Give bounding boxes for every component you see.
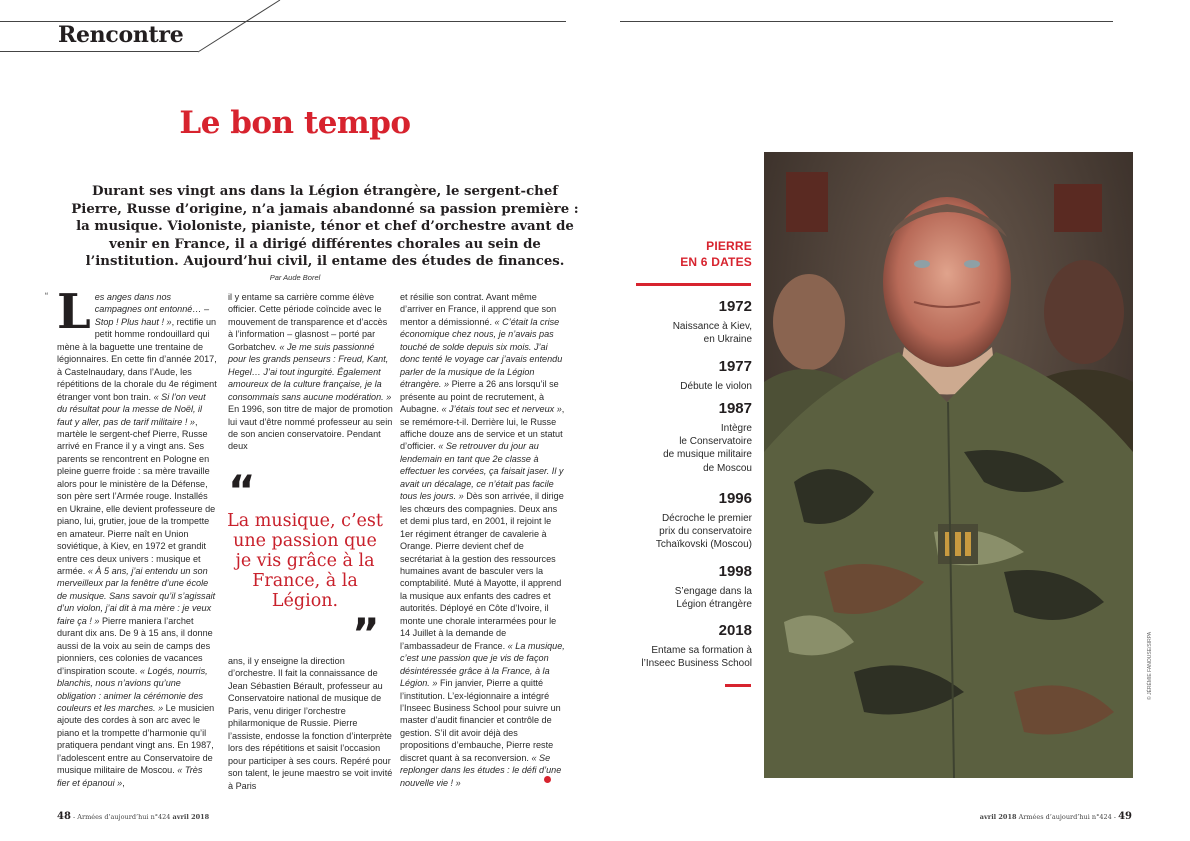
timeline-desc: Entame sa formation à bbox=[651, 645, 752, 656]
text-run: Pierre maniera l’archet durant dix ans. De 9 à 15 ans, il donne aussi de la voix au sein de camps des pionniers, ces colonies de vacances d’inspiration scoute. bbox=[57, 615, 213, 676]
timeline-entry bbox=[602, 358, 752, 393]
folio-left bbox=[57, 811, 209, 823]
magazine-name: Armées d’aujourd’hui n°424 bbox=[77, 813, 173, 821]
header-rule-left-bottom bbox=[0, 51, 198, 52]
timeline-desc: Intègre bbox=[720, 423, 752, 434]
timeline-desc: Tchaïkovski (Moscou) bbox=[655, 539, 752, 551]
quote-run: « La musique, c’est une passion que je vis de façon désintéressée grâce à la France, à la Légion. » bbox=[400, 640, 565, 689]
body-column-2-bottom bbox=[228, 655, 393, 792]
pullquote-close-mark: ” bbox=[352, 617, 380, 651]
timeline-desc: de musique militaire bbox=[663, 449, 752, 461]
page-number-right: 49 bbox=[1118, 811, 1132, 822]
text-run: En 1996, son titre de major de promotion lui vaut d’être nommé professeur au sein de son ancien conservatoire. Pendant deux bbox=[228, 404, 393, 452]
timeline-desc: Légion étrangère bbox=[676, 599, 752, 611]
col1-text bbox=[57, 284, 217, 788]
section-label: Rencontre bbox=[58, 22, 184, 48]
text-run: Le musicien ajoute des cordes à son arc avec le piano et la trompette d’harmonie qu’il pratiquera pendant vingt ans. En 1987, l’adolescent entre au Conservatoire de musique militaire de Moscou. bbox=[57, 702, 215, 776]
drop-cap: L bbox=[57, 284, 91, 340]
quote-run: « Si l’on veut du résultat pour la messe de Noël, il faut y aller, pas de tarif militaire ! » bbox=[57, 391, 206, 427]
col2a-text bbox=[228, 291, 393, 453]
text-run: et résilie son contrat. Avant même d’arriver en France, il apprend que son mentor a démissionné. bbox=[400, 292, 557, 327]
article-byline: Par Aude Borel bbox=[269, 272, 321, 282]
col3-text bbox=[400, 291, 565, 789]
timeline-year: 1996 bbox=[718, 490, 752, 507]
text-run: ans, il y enseigne la direction d’orchestre. Il fait la connaissance de Jean Sébastien Bérault, professeur au Conservatoire national de musique de Paris, venu diriger l’orchestre philarmonique de Russie. Pierre l’assiste, endosse la fonction d’interprète lors des répétitions et saisit l’occasion pour participer à ses cours. Repéré pour son talent, le jeune maestro se voit invité à Paris bbox=[228, 656, 393, 791]
timeline-year: 1972 bbox=[718, 298, 752, 315]
sidebar-accent-rule bbox=[636, 283, 751, 286]
page-number-left: 48 bbox=[57, 811, 71, 822]
timeline-desc: le Conservatoire bbox=[679, 436, 752, 448]
quote-run: « J’étais tout sec et nerveux » bbox=[441, 404, 562, 415]
body-column-3 bbox=[400, 291, 565, 789]
folio-right bbox=[980, 811, 1132, 823]
issue-date: avril 2018 bbox=[979, 813, 1017, 821]
pullquote-open-mark: “ bbox=[228, 474, 256, 508]
text-run: Fin janvier, Pierre a quitté l’institution. L’ex-légionnaire a intégré l’Inseec Business School pour suivre un master d’audit financier et contrôle de gestion. S’il dit avoir déjà des propositions d’embauche, Pierre reste discret quant à sa reconversion. bbox=[400, 678, 561, 763]
timeline-year: 2018 bbox=[718, 622, 752, 639]
timeline-entry bbox=[602, 298, 752, 346]
text-run: , se remémore-t-il. Derrière lui, le Russe affiche douze ans de service et un statut d’officier. bbox=[400, 404, 565, 452]
timeline-year: 1998 bbox=[718, 563, 752, 580]
timeline-desc: l’Inseec Business School bbox=[641, 658, 752, 670]
quote-run: « Se retrouver du jour au lendemain en tant que 2e classe à effectuer les corvées, ça faisait jaser. Il y avait un décalage, ce n’était pas facile tous les jours. » bbox=[400, 441, 564, 502]
header-rule-right bbox=[620, 21, 1113, 22]
header-rule-left-top-ext bbox=[237, 21, 566, 22]
timeline-desc: de Moscou bbox=[703, 462, 752, 474]
timeline-entry bbox=[602, 400, 752, 475]
folio-sep: - bbox=[70, 813, 78, 821]
open-quote-mark: “ bbox=[45, 291, 48, 301]
article-title: Le bon tempo bbox=[179, 105, 411, 141]
header-diagonal bbox=[195, 0, 285, 55]
timeline-entry bbox=[602, 490, 752, 552]
text-run: Pierre a 26 ans lorsqu’il se présente au point de recrutement, à Aubagne. bbox=[400, 379, 559, 415]
timeline-entry bbox=[602, 563, 752, 611]
folio-sep: - bbox=[1111, 813, 1119, 821]
text-run: Dès son arrivée, il dirige les chœurs des compagnies. Deux ans et demi plus tard, en 2001, il rejoint le 1er régiment étranger de cavalerie à Orange. Pierre devient chef de secrétariat à la gestion des ressources humaines avant de basculer vers la comptabilité. Muté à Mayotte, il apprend la musique aux enfants des cadres et autorités. Déployé en Côte d’Ivoire, il monte une chorale interarmées pour le 14 Juillet à la demande de l’ambassadeur de France. bbox=[400, 491, 564, 651]
col2b-text bbox=[228, 655, 393, 792]
timeline-desc: Naissance à Kiev, bbox=[672, 321, 752, 332]
magazine-name: Armées d’aujourd’hui n°424 bbox=[1016, 813, 1112, 821]
quote-run: « Se replonger dans les études : le défi d’une nouvelle vie ! » bbox=[400, 752, 562, 788]
quote-run: es anges dans nos campagnes ont entonné… – Stop ! Plus haut ! » bbox=[94, 292, 210, 327]
issue-date: avril 2018 bbox=[172, 813, 210, 821]
timeline-entry bbox=[602, 622, 752, 670]
quote-run: « Je me suis passionné pour les grands penseurs : Freud, Kant, Hegel… J’ai tout ingurgité. Également amoureux de la culture française, je la consommais sans aucune modération. » bbox=[228, 341, 392, 402]
timeline-desc: Décroche le premier bbox=[661, 513, 752, 524]
quote-run: « Très fier et épanoui » bbox=[57, 765, 203, 788]
portrait-illustration bbox=[764, 152, 1133, 778]
portrait-photo bbox=[764, 152, 1133, 778]
body-column-1 bbox=[57, 284, 217, 789]
sidebar-end-rule bbox=[725, 684, 751, 687]
timeline-year: 1977 bbox=[718, 358, 752, 375]
text-run: , martèle le sergent-chef Pierre, Russe arrivé en France il y a vingt ans. Ses parents se rencontrent en Pologne en pleine guerre froide : sa mère travaille alors pour le ministère de la Défense, son père sert l’Armée rouge. Installés en Ukraine, elle devient professeure de piano, lui, grutier, joue de la trompette en amateur. Pierre naît en Union soviétique, à Kiev, en 1972 et grandit entre ces deux univers : musique et armée. bbox=[57, 416, 216, 576]
text-run: , bbox=[122, 777, 125, 788]
quote-run: « Logés, nourris, blanchis, nous n’avions qu’une obligation : animer la cérémonie des couleurs et les marches. » bbox=[57, 665, 208, 713]
photo-credit: © JÉRÉMIE FANOUSE/SIRPA bbox=[1147, 631, 1153, 700]
pull-quote: La musique, c’est une passion que je vis grâce à la France, à la Légion. bbox=[227, 511, 383, 611]
timeline-desc: prix du conservatoire bbox=[659, 526, 752, 538]
quote-run: « C’était la crise économique chez nous, je n’avais pas touché de solde depuis six mois. J’ai donc tenté le voyage car j’avais entendu parler de la musique de la Légion étrangère. » bbox=[400, 316, 563, 390]
body-column-2-top bbox=[228, 291, 393, 453]
sidebar-title-line1: PIERRE bbox=[706, 239, 752, 253]
sidebar-title-line2: EN 6 DATES bbox=[680, 255, 752, 269]
timeline-desc: en Ukraine bbox=[703, 334, 752, 346]
timeline-year: 1987 bbox=[718, 400, 752, 417]
sidebar-header bbox=[612, 238, 752, 270]
text-run: il y entame sa carrière comme élève officier. Cette période coïncide avec le mouvement de transparence et d’accès à l’information – glasnost – porté par Gorbatchev. bbox=[228, 292, 388, 352]
timeline-desc: S’engage dans la bbox=[674, 586, 752, 597]
article-lead: Durant ses vingt ans dans la Légion étrangère, le sergent-chef Pierre, Russe d’origine, n’a jamais abandonné sa passion première : la musique. Violoniste, pianiste, ténor et chef d’orchestre avant de venir en France, il a dirigé différentes chorales au sein de l’institution. Aujourd’hui civil, il entame des études de finances. bbox=[71, 184, 579, 270]
text-run: , rectifie un petit homme rondouillard qui mène à la baguette une trentaine de légionnaires. En cette fin d’année 2017, à Castelnaudary, dans l’Aude, les répétitions de la chorale du 4e régiment étranger vont bon train. bbox=[57, 316, 217, 402]
end-mark bbox=[544, 776, 551, 783]
timeline-desc: Débute le violon bbox=[680, 381, 752, 392]
quote-run: « À 5 ans, j’ai entendu un son merveilleux par la fenêtre d’une école de musique. Sans savoir qu’il s’agissait d’un violon, j’ai dit à ma mère : je veux faire ça ! » bbox=[57, 565, 216, 626]
